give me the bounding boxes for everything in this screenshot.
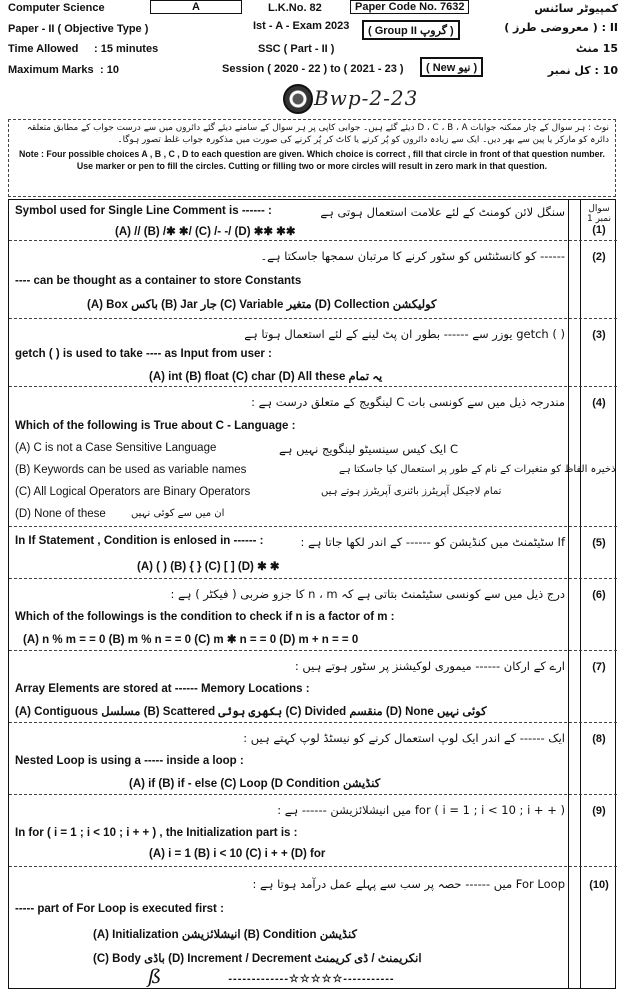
question-number: (4) xyxy=(592,397,606,409)
ssc-part: SSC ( Part - II ) xyxy=(258,43,335,55)
question-number: (6) xyxy=(592,589,606,601)
question-4 xyxy=(9,386,617,526)
option-d: (D) None of these xyxy=(15,508,106,520)
paper-ur: II : ( معروضی طرز ) xyxy=(504,21,618,34)
paper-code-box: Paper Code No. 7632 xyxy=(350,0,469,14)
question-number-header: سوال نمبر 1 xyxy=(587,204,611,224)
question-ur: ( ) getch یوزر سے ------ بطور ان پٹ لینے کے لئے استعمال ہوتا ہے xyxy=(244,327,565,341)
question-ur: سنگل لائن کومنٹ کے لئے علامت استعمال ہوتی ہے xyxy=(320,205,565,219)
question-3 xyxy=(9,318,617,386)
exam-title: Ist - A - Exam 2023 xyxy=(253,20,350,32)
options: (A) i = 1 (B) i < 10 (C) i + + (D) for xyxy=(149,848,326,860)
question-number: (5) xyxy=(592,537,606,549)
question-1 xyxy=(9,200,617,240)
option-c-ur: تمام لاجیکل آپریٹرز بائنری آپریٹرز ہوتے ہیں xyxy=(321,486,502,497)
option-d-ur: ان میں سے کوئی نہیں xyxy=(131,508,225,519)
question-en: ----- part of For Loop is executed first : xyxy=(15,903,224,915)
option-b: (B) Keywords can be used as variable names xyxy=(15,464,247,476)
option-a: (A) C is not a Case Sensitive Language xyxy=(15,442,217,454)
options: (A) int (B) float (C) char (D) All these یہ تمام xyxy=(149,371,383,383)
question-en: Array Elements are stored at ------ Memory Locations : xyxy=(15,683,310,695)
question-number: (2) xyxy=(592,251,606,263)
options: (A) Box باکس (B) Jar جار (C) Variable متغیر (D) Collection کولیکشن xyxy=(87,299,437,311)
question-number: (7) xyxy=(592,661,606,673)
session: Session ( 2020 - 22 ) to ( 2021 - 23 ) xyxy=(222,63,404,75)
question-ur: If سٹیٹمنٹ میں کنڈیشن کو ------ کے اندر لکھا جاتا ہے : xyxy=(300,535,565,549)
question-number: (3) xyxy=(592,329,606,341)
option-a-ur: C ایک کیس سینسیٹو لینگویج نہیں ہے xyxy=(279,442,458,456)
time-value: : 15 minutes xyxy=(94,43,159,55)
question-en: ---- can be thought as a container to store Constants xyxy=(15,275,302,287)
marks-value: : 10 xyxy=(100,64,119,76)
options-row-1: (A) Initialization انیشلائزیشن (B) Condition کنڈیشن xyxy=(93,929,357,941)
question-ur: ایک ------ کے اندر ایک لوپ استعمال کرنے کو نیسٹڈ لوپ کہتے ہیں : xyxy=(243,731,565,745)
option-c: (C) All Logical Operators are Binary Operators xyxy=(15,486,251,498)
question-en: Nested Loop is using a ----- inside a loop : xyxy=(15,755,244,767)
question-number: (10) xyxy=(589,879,609,891)
question-en: Symbol used for Single Line Comment is ------ : xyxy=(15,205,272,217)
options: (A) Contiguous مسلسل (B) Scattered بکھری ہوئی (C) Divided منقسم (D) None کوئی نہیں xyxy=(15,706,487,718)
signature: ß xyxy=(148,964,162,988)
marks-ur: 10 : کل نمبر xyxy=(547,64,618,77)
question-ur: ------ کو کانسٹنٹس کو سٹور کرنے کا مرتبان سمجھا جاسکتا ہے۔ xyxy=(260,249,565,263)
note-urdu: نوٹ : ہر سوال کے چار ممکنہ جوابات D ، C ، B ، A دیئے گئے ہیں۔ جوابی کاپی پر ہر سوال کے سامنے دیئے گئے دائروں میں سے درست جواب کے مطابق متعلقہ دائرہ کو مارکر یا پین سے بھر دیں۔ ایک سے زیادہ دائروں کو پُر کرنے یا کاٹ کر پُر کرنے کی صورت میں مذکورہ جواب غلط تصور ہوگا۔ xyxy=(26,123,609,145)
footer-stars: -------------☆☆☆☆☆----------- xyxy=(228,973,395,985)
time-label: Time Allowed xyxy=(8,43,79,55)
question-number: (8) xyxy=(592,733,606,745)
lk-number: L.K.No. 82 xyxy=(268,2,322,14)
question-ur: For Loop میں ------ حصہ پر سب سے پہلے عمل درآمد ہوتا ہے : xyxy=(252,877,565,891)
handwritten-code: Bwp-2-23 xyxy=(314,86,419,110)
question-table xyxy=(8,199,616,989)
question-en: Which of the followings is the condition to check if n is a factor of m : xyxy=(15,611,395,623)
question-5 xyxy=(9,526,617,578)
question-9 xyxy=(9,794,617,866)
options-row-2: (C) Body باڈی (D) Increment / Decrement انکریمنٹ / ڈی کریمنٹ xyxy=(93,953,422,965)
options: (A) if (B) if - else (C) Loop (D Condition کنڈیشن xyxy=(129,778,381,790)
question-ur: ارے کے ارکان ------ میموری لوکیشنز پر سٹور ہوتے ہیں : xyxy=(294,659,565,673)
question-ur: مندرجہ ذیل میں سے کونسی بات C لینگویج کے متعلق درست ہے : xyxy=(251,395,565,409)
group-box: ( Group II گروپ ) xyxy=(362,20,460,40)
marks-label: Maximum Marks xyxy=(8,64,94,76)
question-en: In for ( i = 1 ; i < 10 ; i + + ) , the Initialization part is : xyxy=(15,827,298,839)
options: (A) // (B) /✱ ✱/ (C) /- -/ (D) ✱✱ ✱✱ xyxy=(115,226,296,238)
subject-en: Computer Science xyxy=(8,2,105,14)
group-code-box: A xyxy=(150,0,242,14)
question-ur: درج ذیل میں سے کونسی سٹیٹمنٹ بتاتی ہے کہ n ، m کا جزو ضربی ( فیکٹر ) ہے : xyxy=(170,587,565,601)
instructions-box xyxy=(8,119,616,197)
note-english: Note : Four possible choices A , B , C , D to each question are given. Which choice is correct , fill that circle in front of that question number. Use marker or pen to fill the circles. Cutting or filling two or more circles will result in zero mark in that question. xyxy=(19,148,605,171)
time-ur: 15 منٹ xyxy=(575,42,618,55)
new-box: ( New نیو ) xyxy=(420,57,483,77)
question-ur: for ( i = 1 ; i < 10 ; i + + ) میں انیشلائزیشن ------ ہے : xyxy=(277,803,565,817)
options: (A) ( ) (B) { } (C) [ ] (D) ✱ ✱ xyxy=(137,561,280,573)
question-en: In If Statement , Condition is enlosed in ------ : xyxy=(15,535,264,547)
paper-en: Paper - II ( Objective Type ) xyxy=(8,23,149,35)
question-6 xyxy=(9,578,617,650)
subject-ur: کمپیوٹر سائنس xyxy=(534,2,618,15)
question-number: (9) xyxy=(592,805,606,817)
question-en: Which of the following is True about C - Language : xyxy=(15,420,296,432)
question-2 xyxy=(9,240,617,318)
option-b-ur: ذخیرہ الفاظ کو متغیرات کے نام کے طور پر استعمال کیا جاسکتا ہے xyxy=(339,464,616,475)
options: (A) n % m = = 0 (B) m % n = = 0 (C) m ✱ n = = 0 (D) m + n = = 0 xyxy=(23,634,359,646)
board-logo-icon xyxy=(283,84,313,114)
question-number: (1) xyxy=(592,224,606,236)
question-8 xyxy=(9,722,617,794)
question-7 xyxy=(9,650,617,722)
question-en: getch ( ) is used to take ---- as Input from user : xyxy=(15,348,272,360)
